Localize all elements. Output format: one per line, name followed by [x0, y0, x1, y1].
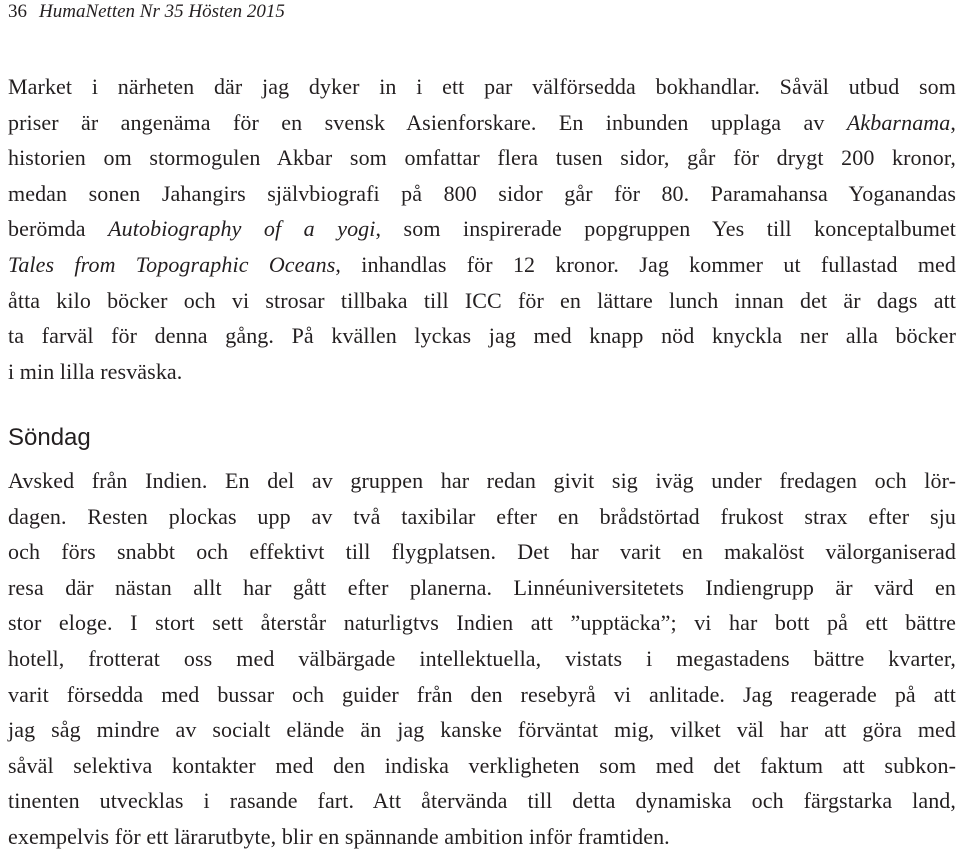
text-line: i min lilla resväska.	[8, 358, 183, 384]
text-line: stor eloge. I stort sett återstår naturligtvs Indien att ”upptäcka”; vi har bott på ett bättre	[8, 610, 956, 636]
text-line: exempelvis för ett lärarutbyte, blir en spännande ambition inför framtiden.	[8, 823, 670, 849]
book-title-akbarnama: Akbarnama	[846, 109, 951, 135]
text-line: och förs snabbt och effektivt till flygplatsen. Det har varit en makalöst välorganiserad	[8, 539, 956, 565]
text-line: jag såg mindre av socialt elände än jag kanske förväntat mig, vilket väl har att göra med	[8, 717, 956, 743]
running-header	[8, 0, 285, 24]
text-line: varit försedda med bussar och guider från den resebyrå vi anlitade. Jag reagerade på att	[8, 681, 956, 707]
text-line: Market i närheten där jag dyker in i ett par välförsedda bokhandlar. Såväl utbud som	[8, 74, 956, 99]
text-line: historien om stormogulen Akbar som omfattar flera tusen sidor, går för drygt 200 kronor,	[8, 145, 956, 171]
text-line: resa där nästan allt har gått efter planerna. Linnéuniversitetets Indiengrupp är värd en	[8, 574, 956, 600]
paragraph-1	[8, 69, 956, 389]
text-line: dagen. Resten plockas upp av två taxibilar efter en brådstörtad frukost strax efter sju	[8, 503, 956, 529]
text-line: berömda Autobiography of a yogi, som inspirerade popgruppen Yes till konceptalbumet	[8, 216, 956, 242]
text-line: åtta kilo böcker och vi strosar tillbaka till ICC för en lättare lunch innan det är dags att	[8, 287, 956, 313]
paragraph-2	[8, 463, 956, 855]
text-line: såväl selektiva kontakter med den indiska verkligheten som med det faktum att subkon-	[8, 752, 956, 778]
text-line: Avsked från Indien. En del av gruppen har redan givit sig iväg under fredagen och lör-	[8, 468, 956, 493]
text-line: tinenten utvecklas i rasande fart. Att återvända till detta dynamiska och färgstarka land,	[8, 788, 956, 814]
publication-title: HumaNetten Nr 35 Hösten 2015	[39, 1, 285, 22]
text-line: priser är angenäma för en svensk Asienforskare. En inbunden upplaga av Akbarnama,	[8, 109, 956, 135]
text-line: medan sonen Jahangirs självbiografi på 800 sidor går för 80. Paramahansa Yoganandas	[8, 180, 956, 206]
text-line: Tales from Topographic Oceans, inhandlas för 12 kronor. Jag kommer ut fullastad med	[8, 251, 956, 277]
text-line: ta farväl för denna gång. På kvällen lyckas jag med knapp nöd knyckla ner alla böcker	[8, 323, 956, 349]
section-heading: Söndag	[8, 424, 91, 451]
album-title-tales: Tales from Topographic Oceans	[8, 251, 336, 277]
text-line: hotell, frotterat oss med välbärgade intellektuella, vistats i megastadens bättre kvarter,	[8, 645, 956, 671]
page-number: 36	[8, 1, 27, 22]
book-title-autobiography: Autobiography of a yogi	[108, 216, 376, 242]
